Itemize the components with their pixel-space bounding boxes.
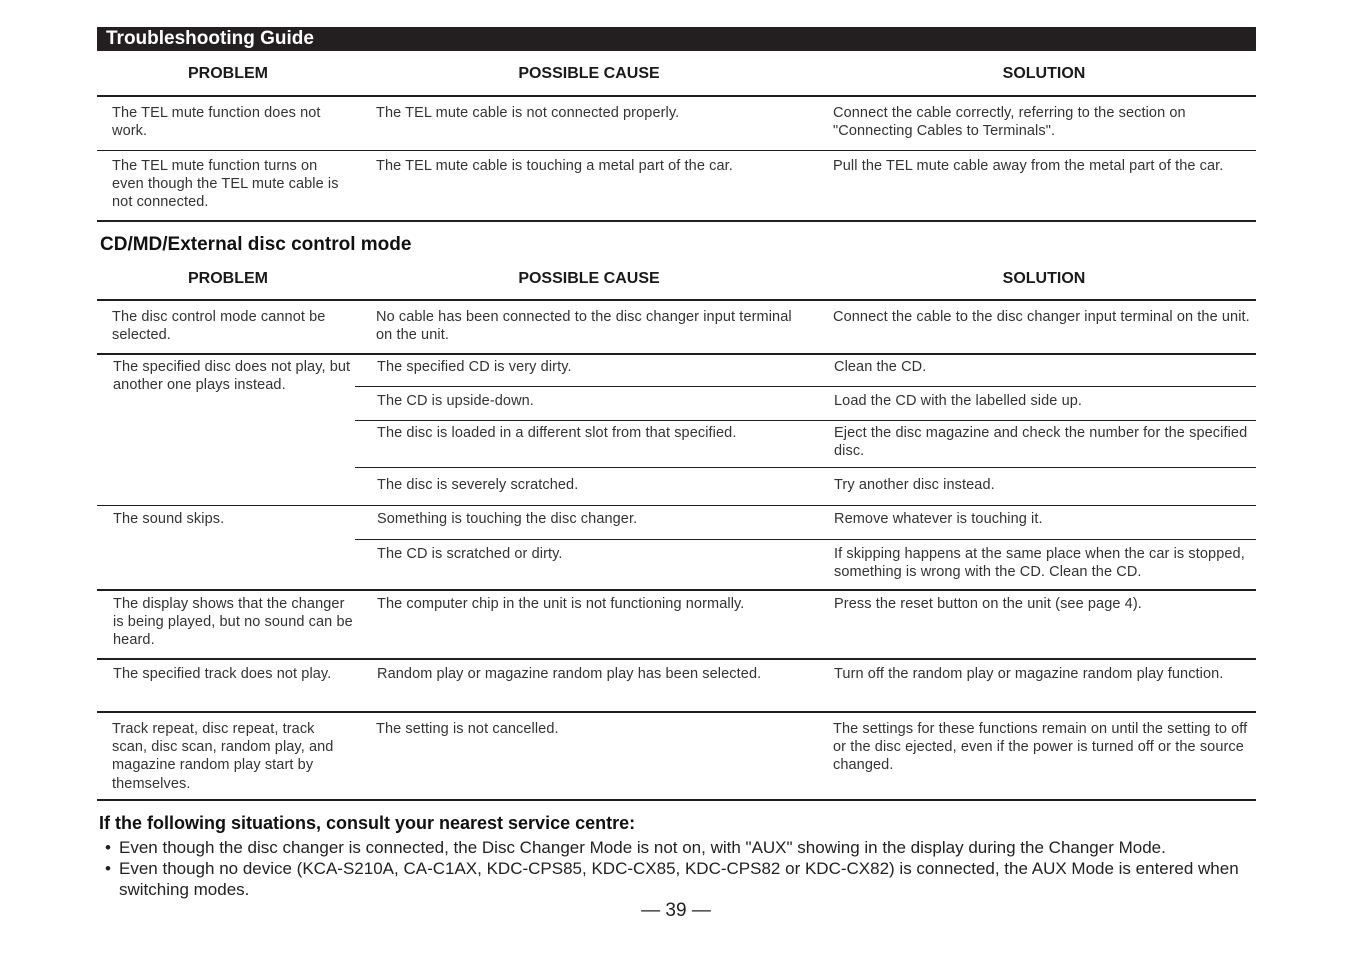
divider — [355, 420, 1256, 421]
divider — [97, 505, 1256, 506]
disc-row-2-solution-1: Clean the CD. — [834, 359, 927, 375]
disc-row-1-problem: The disc control mode cannot be selected. — [112, 309, 326, 344]
list-item — [105, 838, 1255, 859]
disc-row-3-problem: The sound skips. — [113, 511, 225, 527]
disc-row-1-solution: Connect the cable to the disc changer input terminal on the unit. — [833, 309, 1250, 325]
tel-row-2-problem: The TEL mute function turns on even though the TEL mute cable is not connected. — [112, 158, 339, 211]
divider — [355, 539, 1256, 540]
header-problem: PROBLEM — [188, 65, 268, 82]
divider — [355, 386, 1256, 387]
section-title-bar: Troubleshooting Guide — [97, 27, 1256, 51]
disc-row-5-solution: Turn off the random play or magazine random play function. — [834, 666, 1224, 682]
disc-row-6-problem: Track repeat, disc repeat, track scan, disc scan, random play, and magazine random play start by themselves. — [112, 721, 334, 792]
disc-row-2-solution-4: Try another disc instead. — [834, 477, 995, 493]
disc-row-6-cause: The setting is not cancelled. — [376, 721, 559, 737]
disc-row-6-solution: The settings for these functions remain on until the setting to off or the disc ejected, even if the power is turned off or the source changed. — [833, 721, 1248, 774]
divider — [97, 299, 1256, 301]
header-solution: SOLUTION — [1002, 65, 1086, 82]
divider — [97, 353, 1256, 355]
divider — [97, 150, 1256, 151]
divider — [97, 658, 1256, 660]
disc-row-4-problem: The display shows that the changer is being played, but no sound can be heard. — [113, 596, 353, 649]
bullet-icon: • — [105, 859, 111, 878]
disc-row-3-solution-1: Remove whatever is touching it. — [834, 511, 1043, 527]
divider — [97, 799, 1256, 801]
header-cause: POSSIBLE CAUSE — [518, 270, 660, 287]
tel-row-1-cause: The TEL mute cable is not connected properly. — [376, 105, 680, 121]
disc-row-2-cause-1: The specified CD is very dirty. — [377, 359, 572, 375]
disc-row-3-solution-2: If skipping happens at the same place when the car is stopped, something is wrong with the CD. Clean the CD. — [834, 546, 1245, 581]
disc-row-2-cause-3: The disc is loaded in a different slot from that specified. — [377, 425, 737, 441]
divider — [97, 589, 1256, 591]
disc-row-3-cause-1: Something is touching the disc changer. — [377, 511, 638, 527]
disc-mode-title: CD/MD/External disc control mode — [100, 234, 412, 255]
divider — [97, 220, 1256, 222]
disc-row-2-cause-4: The disc is severely scratched. — [377, 477, 579, 493]
divider — [355, 467, 1256, 468]
disc-row-2-cause-2: The CD is upside-down. — [377, 393, 534, 409]
tel-row-2-cause: The TEL mute cable is touching a metal part of the car. — [376, 158, 733, 174]
disc-row-5-cause: Random play or magazine random play has been selected. — [377, 666, 762, 682]
disc-row-1-cause: No cable has been connected to the disc changer input terminal on the unit. — [376, 309, 792, 344]
divider — [97, 95, 1256, 97]
header-solution: SOLUTION — [1002, 270, 1086, 287]
header-problem: PROBLEM — [188, 270, 268, 287]
disc-row-2-solution-3: Eject the disc magazine and check the number for the specified disc. — [834, 425, 1248, 460]
tel-row-1-problem: The TEL mute function does not work. — [112, 105, 321, 140]
disc-row-2-problem: The specified disc does not play, but another one plays instead. — [113, 359, 351, 394]
divider — [97, 711, 1256, 713]
page-number: — 39 — — [641, 900, 711, 921]
disc-row-2-solution-2: Load the CD with the labelled side up. — [834, 393, 1083, 409]
service-centre-heading: If the following situations, consult your nearest service centre: — [99, 813, 636, 833]
bullet-text: Even though the disc changer is connected, the Disc Changer Mode is not on, with "AUX" showing in the display during the Changer Mode. — [119, 838, 1166, 857]
disc-row-3-cause-2: The CD is scratched or dirty. — [377, 546, 563, 562]
bullet-text: Even though no device (KCA-S210A, CA-C1AX, KDC-CPS85, KDC-CX85, KDC-CPS82 or KDC-CX82) is connected, the AUX Mode is entered when switching modes. — [119, 859, 1239, 899]
table-header-disc — [97, 259, 1256, 299]
tel-row-2-solution: Pull the TEL mute cable away from the metal part of the car. — [833, 158, 1224, 174]
tel-row-1-solution: Connect the cable correctly, referring to the section on "Connecting Cables to Terminals". — [833, 105, 1186, 140]
disc-row-4-solution: Press the reset button on the unit (see page 4). — [834, 596, 1142, 612]
disc-row-4-cause: The computer chip in the unit is not functioning normally. — [377, 596, 745, 612]
header-cause: POSSIBLE CAUSE — [518, 65, 660, 82]
disc-row-5-problem: The specified track does not play. — [113, 666, 332, 682]
table-header-tel — [97, 54, 1256, 94]
list-item — [105, 859, 1255, 900]
bullet-icon: • — [105, 838, 111, 857]
